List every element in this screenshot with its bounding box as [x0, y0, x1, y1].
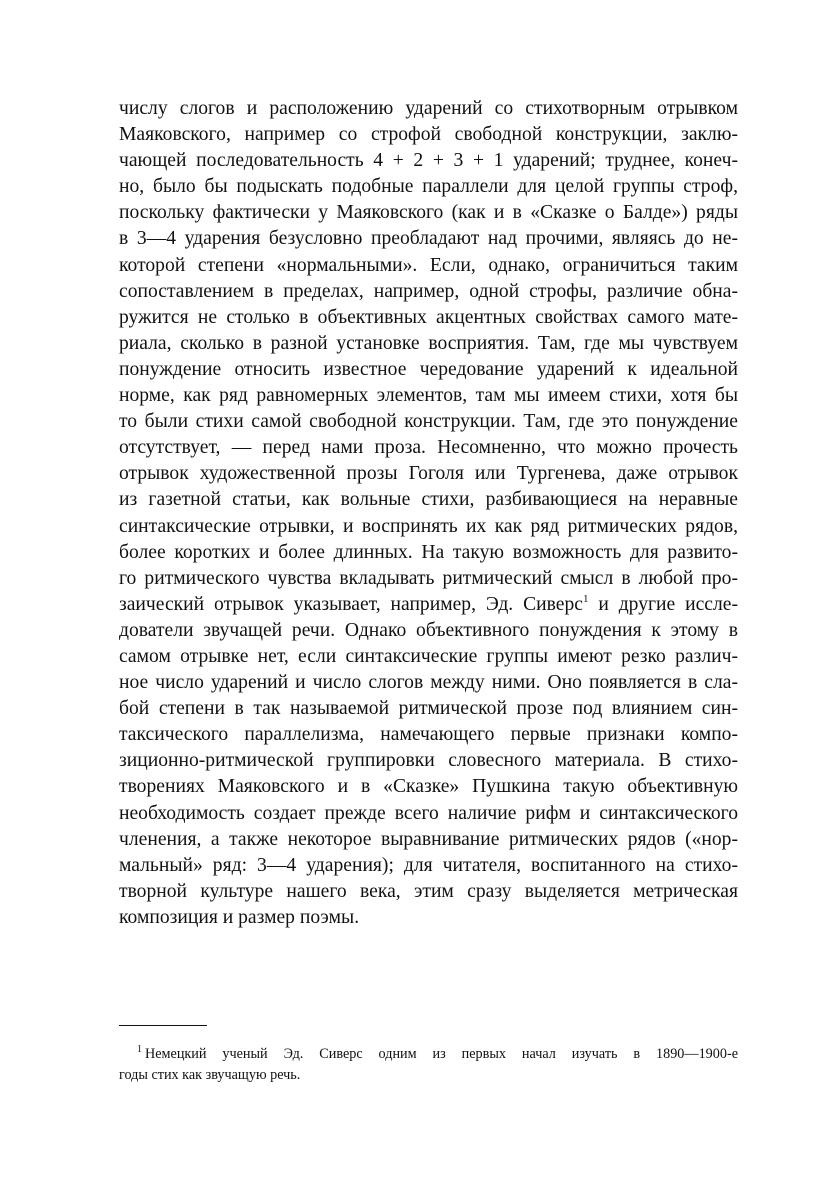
- text-line-17: синтаксические отрывки, и воспринять их как ряд ритмических рядов,: [119, 515, 738, 537]
- text-line-16: из газетной статьи, как вольные стихи, разбивающиеся на неравные: [119, 489, 738, 511]
- text-line-4: но, было бы подыскать подобные параллели для целой группы строф,: [119, 176, 738, 198]
- text-line-24: бой степени в так называемой ритмической прозе под влиянием син-: [119, 698, 738, 720]
- text-line-1: числу слогов и расположению ударений со стихотворным отрывком: [119, 98, 738, 119]
- text-line-32: композиция и размер поэмы.: [119, 906, 360, 928]
- text-line-13: то были стихи самой свободной конструкции. Там, где это понуждение: [119, 411, 738, 433]
- text-line-15: отрывок художественной прозы Гоголя или Тургенева, даже отрывок: [119, 463, 738, 485]
- footnote: [119, 1044, 738, 1086]
- footnote-line-1: [119, 1044, 738, 1065]
- text-line-29: членения, а также некоторое выравнивание ритмических рядов («нор-: [119, 828, 738, 850]
- text-line-9: ружится не столько в объективных акцентных свойствах самого мате-: [119, 306, 738, 328]
- text-line-8: сопоставлением в пределах, например, одной строфы, различие обна-: [119, 280, 738, 302]
- text-line-3: чающей последовательность 4 + 2 + 3 + 1 ударений; труднее, конеч-: [119, 150, 738, 172]
- text-line-30: мальный» ряд: 3—4 ударения); для читателя, воспитанного на стихо-: [119, 854, 738, 876]
- text-line-6: в 3—4 ударения безусловно преобладают над прочими, являясь до не-: [119, 228, 738, 250]
- text-line-23: ное число ударений и число слогов между ними. Оно появляется в сла-: [119, 672, 738, 694]
- text-line-21: дователи звучащей речи. Однако объективного понуждения к этому в: [119, 619, 738, 641]
- text-line-26: зиционно-ритмической группировки словесного материала. В стихо-: [119, 750, 738, 772]
- text-line-28: необходимость создает прежде всего наличие рифм и синтаксического: [119, 802, 738, 824]
- text-line-27: творениях Маяковского и в «Сказке» Пушкина такую объективную: [119, 776, 738, 798]
- text-line-22: самом отрывке нет, если синтаксические группы имеют резко различ-: [119, 645, 738, 667]
- text-line-20-start: заический отрывок указывает, например, Эд. Сиверс: [119, 593, 583, 615]
- text-line-31: творной культуре нашего века, этим сразу выделяется метрическая: [119, 880, 738, 902]
- text-line-19: го ритмического чувства вкладывать ритмический смысл в любой про-: [119, 567, 738, 589]
- footnote-mark: 1: [137, 1044, 142, 1055]
- text-line-12: норме, как ряд равномерных элементов, там мы имеем стихи, хотя бы: [119, 385, 738, 407]
- text-line-5: поскольку фактически у Маяковского (как и в «Сказке о Балде») ряды: [119, 202, 738, 224]
- text-line-11: понуждение относить известное чередование ударений к идеальной: [119, 358, 738, 380]
- text-line-7: которой степени «нормальными». Если, однако, ограничиться таким: [119, 254, 738, 276]
- text-line-18: более коротких и более длинных. На такую возможность для развито-: [119, 541, 738, 563]
- footnote-divider: [119, 1025, 207, 1026]
- footnote-line-1-text: Немецкий ученый Эд. Сиверс одним из первых начал изучать в 1890—1900-е: [145, 1046, 738, 1062]
- text-line-10: риала, сколько в разной установке восприятия. Там, где мы чувствуем: [119, 332, 738, 354]
- footnote-line-2: годы стих как звучащую речь.: [119, 1067, 301, 1083]
- footnote-reference[interactable]: 1: [582, 592, 589, 605]
- text-line-14: отсутствует, — перед нами проза. Несомненно, что можно прочесть: [119, 437, 738, 459]
- main-text-block: [119, 96, 738, 931]
- text-line-2: Маяковского, например со строфой свободной конструкции, заклю-: [119, 124, 738, 146]
- text-line-20: [119, 592, 738, 618]
- text-line-25: таксического параллелизма, намечающего первые признаки компо-: [119, 724, 738, 746]
- text-line-20-end: и другие иссле-: [598, 593, 738, 615]
